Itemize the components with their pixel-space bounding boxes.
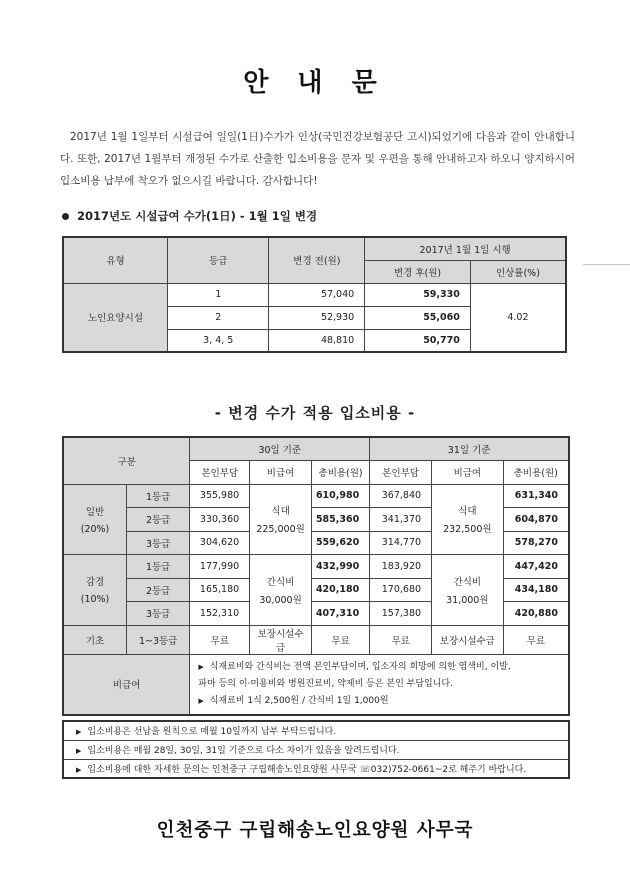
self30-cell: 330,360 [190, 508, 250, 532]
total31-cell: 434,180 [503, 578, 569, 602]
notice-text: 입소비용은 선납을 원칙으로 매월 10일까지 납부 부탁드립니다. [87, 727, 337, 738]
nonpay31-cell [432, 484, 504, 555]
section2-heading: - 변경 수가 적용 입소비용 - [214, 404, 416, 422]
group-label-line: 감경 [85, 577, 105, 589]
nonpay31-cell: 보장시설수급 [432, 625, 504, 654]
section1-heading-text: 2017년도 시설급여 수가(1日) - 1월 1일 변경 [77, 209, 318, 223]
total31-cell: 604,870 [503, 508, 569, 532]
notice-item [63, 721, 569, 740]
nonpay-label: 식대 [271, 506, 290, 518]
total30-cell: 610,980 [311, 484, 369, 508]
total31-cell: 578,270 [503, 531, 569, 555]
total31-cell: 420,880 [503, 602, 569, 626]
header-effective-date: 2017년 1월 1일 시행 [365, 237, 566, 260]
note-line [198, 659, 560, 676]
table-row [63, 721, 569, 740]
nonpay-label: 간식비 [453, 576, 482, 588]
self30-cell: 355,980 [190, 484, 250, 508]
grade-cell: 2등급 [127, 578, 190, 602]
nonpay30-cell: 보장시설수급 [250, 625, 312, 654]
rate-cell: 4.02 [470, 283, 566, 352]
table-row [63, 625, 569, 654]
scan-artifact-line [583, 264, 630, 265]
self31-cell: 무료 [370, 625, 432, 654]
triangle-bullet-icon: ▶ [198, 696, 204, 705]
note-line [198, 693, 560, 710]
total30-cell: 407,310 [311, 602, 369, 626]
facility-type-cell: 노인요양시설 [63, 283, 167, 352]
total31-cell: 447,420 [503, 555, 569, 579]
nonpay-amount: 30,000원 [259, 594, 302, 606]
section1-heading [62, 208, 317, 224]
header-category: 구분 [63, 437, 190, 484]
footer-signature: 인천중구 구립해송노인요양원 사무국 [156, 820, 474, 841]
header-rate: 인상률(%) [470, 260, 566, 283]
notice-item [63, 759, 569, 778]
total30-cell: 420,180 [311, 578, 369, 602]
self31-cell: 183,920 [370, 555, 432, 579]
grade-cell: 3등급 [127, 531, 190, 555]
after-cell: 50,770 [365, 329, 471, 352]
group-label-reduced [63, 555, 127, 626]
table-row [63, 740, 569, 759]
grade-cell: 3, 4, 5 [167, 329, 269, 352]
before-cell: 52,930 [269, 306, 365, 329]
bullet-icon [62, 213, 69, 220]
group-label-line: 일반 [85, 506, 105, 518]
total31-cell: 무료 [503, 625, 569, 654]
group-label-general [63, 484, 127, 555]
header-nonpay-31: 비급여 [432, 461, 504, 485]
nonpay-label: 식대 [458, 506, 477, 518]
grade-cell: 1등급 [127, 555, 190, 579]
header-self-30: 본인부담 [190, 461, 250, 485]
grade-cell: 1등급 [127, 484, 190, 508]
triangle-bullet-icon: ▶ [76, 728, 82, 737]
self30-cell: 304,620 [190, 531, 250, 555]
self31-cell: 157,380 [370, 602, 432, 626]
self30-cell: 177,990 [190, 555, 250, 579]
before-cell: 48,810 [269, 329, 365, 352]
self31-cell: 170,680 [370, 578, 432, 602]
nonpay30-cell [250, 484, 312, 555]
fee-change-table [62, 236, 567, 353]
self31-cell: 314,770 [370, 531, 432, 555]
header-type: 유형 [63, 237, 167, 283]
triangle-bullet-icon: ▶ [198, 662, 204, 671]
grade-cell: 2 [167, 306, 269, 329]
before-cell: 57,040 [269, 283, 365, 306]
total30-cell: 559,620 [311, 531, 369, 555]
table-row [63, 283, 566, 306]
notice-table [62, 720, 570, 779]
table-row [63, 555, 569, 579]
total31-cell: 631,340 [503, 484, 569, 508]
page-title: 안 내 문 [243, 68, 387, 98]
table-row [63, 654, 569, 715]
header-after: 변경 후(원) [365, 260, 471, 283]
self31-cell: 367,840 [370, 484, 432, 508]
nonpay-label: 간식비 [266, 576, 295, 588]
header-before: 변경 전(원) [269, 237, 365, 283]
nonpay31-cell [432, 555, 504, 626]
group-label-rate: (20%) [80, 523, 110, 535]
nonpay-amount: 31,000원 [446, 594, 489, 606]
nonpay-amount: 225,000원 [256, 524, 305, 536]
total30-cell: 585,360 [311, 508, 369, 532]
grade-cell: 2등급 [127, 508, 190, 532]
intro-paragraph: 2017년 1월 1일부터 시설급여 일일(1日)수가가 인상(국민건강보험공단 고시)되었기에 다음과 같이 안내합니다. 또한, 2017년 1월부터 개정된 수가로 산출한 입소비용을 문자 및 우편을 통해 안내하고자 하오니 양지하시어 입소비용 납부에 착오가 없으시길 바랍니다. 감사합니다! [60, 131, 575, 187]
header-total-31: 총비용(원) [503, 461, 569, 485]
notice-text: 입소비용에 대한 자세한 문의는 인천중구 구립해송노인요양원 사무국 ☏032)752-0661~2로 해주기 바랍니다. [87, 764, 527, 775]
after-cell: 55,060 [365, 306, 471, 329]
note-line-text: 파마 등의 이·미용비와 병원진료비, 약제비 등은 본인 부담입니다. [198, 678, 453, 689]
group-label-basic: 기초 [63, 625, 127, 654]
nonpay-note-label: 비급여 [63, 654, 190, 715]
header-31days: 31일 기준 [370, 437, 569, 461]
nonpay-note [190, 654, 569, 715]
header-self-31: 본인부담 [370, 461, 432, 485]
table-row [63, 484, 569, 508]
header-nonpay-30: 비급여 [250, 461, 312, 485]
total30-cell: 432,990 [311, 555, 369, 579]
nonpay-amount: 232,500원 [443, 524, 492, 536]
grade-cell: 1~3등급 [127, 625, 190, 654]
self31-cell: 341,370 [370, 508, 432, 532]
header-total-30: 총비용(원) [311, 461, 369, 485]
self30-cell: 무료 [190, 625, 250, 654]
header-30days: 30일 기준 [190, 437, 370, 461]
notice-item [63, 740, 569, 759]
note-line-text: 식재료비와 간식비는 전액 본인부담이며, 입소자의 희망에 의한 염색비, 이발, [209, 661, 511, 672]
notice-text: 입소비용은 매월 28일, 30일, 31일 기준으로 다소 차이가 있음을 알려드립니다. [87, 746, 400, 756]
total30-cell: 무료 [311, 625, 369, 654]
triangle-bullet-icon: ▶ [76, 765, 82, 774]
group-label-rate: (10%) [80, 594, 110, 606]
grade-cell: 1 [167, 283, 269, 306]
self30-cell: 165,180 [190, 578, 250, 602]
nonpay30-cell [250, 555, 312, 626]
triangle-bullet-icon: ▶ [76, 747, 82, 755]
header-grade: 등급 [167, 237, 269, 283]
after-cell: 59,330 [365, 283, 471, 306]
self30-cell: 152,310 [190, 602, 250, 626]
table-row [63, 759, 569, 778]
admission-cost-table [62, 436, 570, 716]
note-line-text: 식재료비 1식 2,500원 / 간식비 1일 1,000원 [209, 695, 389, 706]
grade-cell: 3등급 [127, 602, 190, 626]
